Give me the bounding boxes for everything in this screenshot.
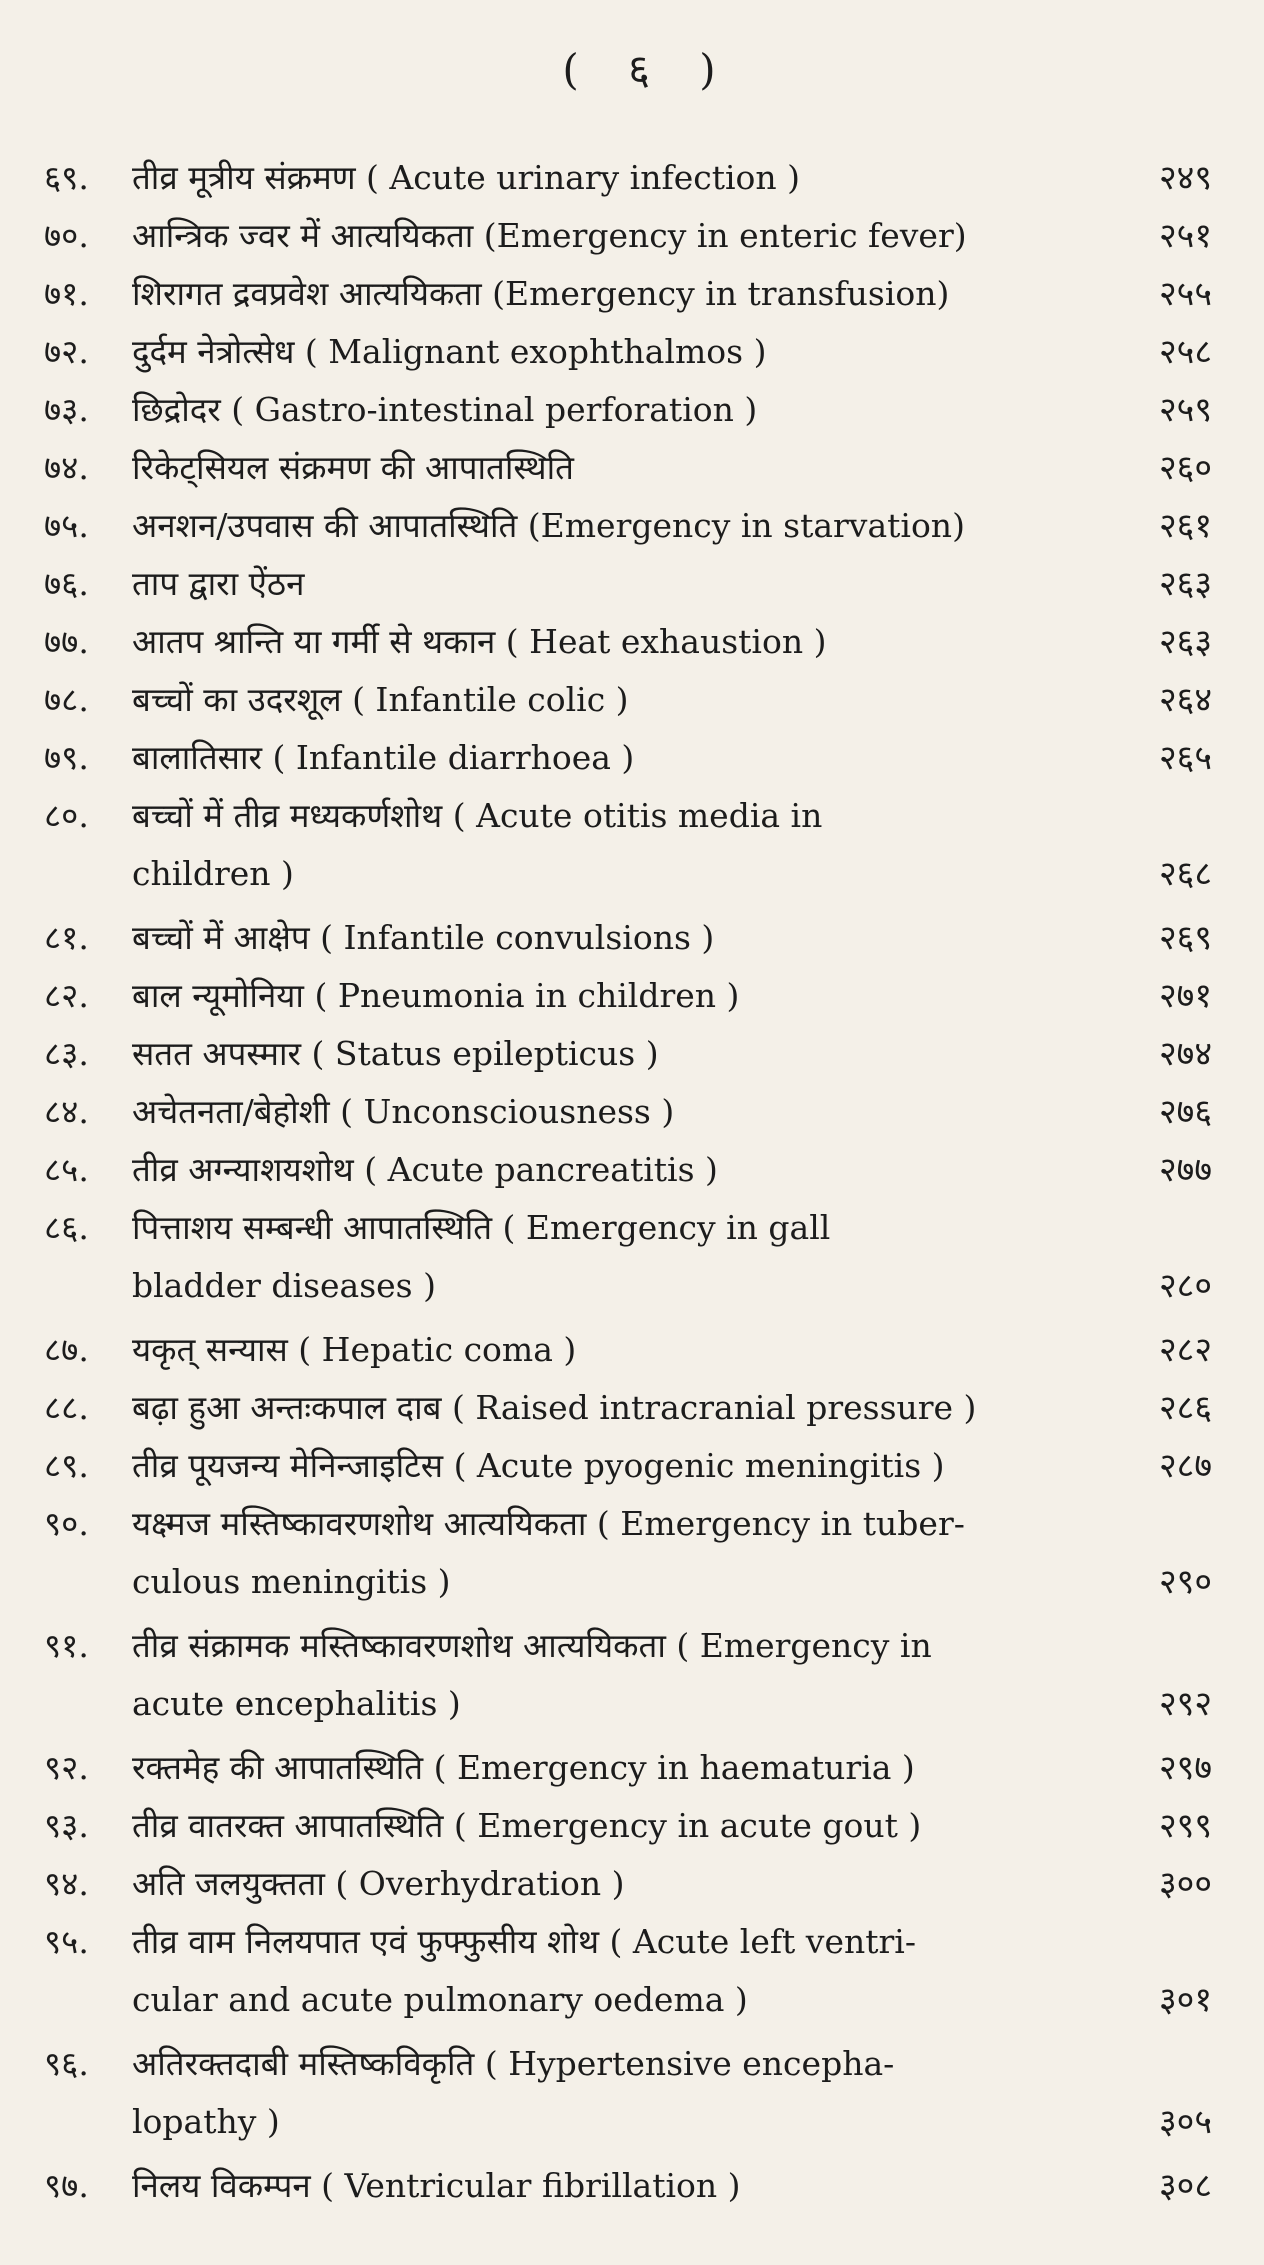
entry-page-number: २७१ [1158,976,1212,1016]
entry-page-number: २७७ [1158,1150,1212,1190]
toc-entry [44,1797,1212,1855]
toc-entry [44,323,1212,381]
entry-page-number: २६४ [1158,680,1212,720]
entry-page-number: २५५ [1158,274,1212,314]
entry-number: ७६. [44,564,89,603]
toc-entry [44,1913,1212,2029]
entry-number: ७३. [44,390,89,429]
entry-page-number: २६३ [1158,564,1212,604]
entry-number: ७४. [44,448,89,487]
entry-number: ८०. [44,796,89,835]
toc-entry [44,729,1212,787]
entry-page-number: २९२ [1158,1684,1212,1724]
toc-entry [44,671,1212,729]
entry-title: अनशन/उपवास की आपातस्थिति (Emergency in starvation) [132,506,965,545]
toc-entry [44,1379,1212,1437]
entry-number: ७७. [44,622,89,661]
entry-page-number: २७४ [1158,1034,1212,1074]
entry-title: रक्तमेह की आपातस्थिति ( Emergency in haematuria ) [132,1748,915,1787]
entry-page-number: ३०० [1158,1864,1212,1904]
entry-page-number: २५९ [1158,390,1212,430]
entry-number: ७२. [44,332,89,371]
entry-title: यकृत् सन्यास ( Hepatic coma ) [132,1330,577,1369]
toc-entry [44,1321,1212,1379]
entry-page-number: २८६ [1158,1388,1212,1428]
toc-entry [44,787,1212,903]
entry-number: ९३. [44,1806,89,1845]
toc-entry [44,265,1212,323]
entry-title-continuation: acute encephalitis ) [132,1684,461,1723]
entry-title-continuation: culous meningitis ) [132,1562,451,1601]
entry-number: ७९. [44,738,89,777]
entry-page-number: ३०१ [1158,1980,1212,2020]
entry-page-number: २९० [1158,1562,1212,1602]
entry-title: बाल न्यूमोनिया ( Pneumonia in children ) [132,976,740,1015]
entry-title: दुर्दम नेत्रोत्सेध ( Malignant exophthalmos ) [132,332,767,371]
toc-entry [44,1199,1212,1315]
entry-title: रिकेट्सियल संक्रमण की आपातस्थिति [132,448,574,487]
entry-title-continuation: lopathy ) [132,2102,280,2141]
entry-number: ९६. [44,2044,89,2083]
entry-number: ८७. [44,1330,89,1369]
entry-title: बालातिसार ( Infantile diarrhoea ) [132,738,635,777]
page-number: ( ६ ) [562,45,734,94]
entry-page-number: २८२ [1158,1330,1212,1370]
entry-number: ७५. [44,506,89,545]
entry-number: ८५. [44,1150,89,1189]
entry-page-number: २५८ [1158,332,1212,372]
entry-title: तीव्र अग्न्याशयशोथ ( Acute pancreatitis ) [132,1150,718,1189]
entry-number: ७८. [44,680,89,719]
entry-page-number: २६३ [1158,622,1212,662]
toc-entry [44,439,1212,497]
entry-title: अतिरक्तदाबी मस्तिष्कविकृति ( Hypertensive encepha- [132,2044,895,2083]
entry-number: ९१. [44,1626,89,1665]
toc-entry [44,497,1212,555]
entry-title: निलय विकम्पन ( Ventricular fibrillation ) [132,2166,741,2205]
table-of-contents [44,149,1212,2215]
entry-page-number: २८० [1158,1266,1212,1306]
entry-page-number: २९७ [1158,1748,1212,1788]
toc-entry [44,1437,1212,1495]
entry-page-number: २६९ [1158,918,1212,958]
entry-title: यक्ष्मज मस्तिष्कावरणशोथ आत्ययिकता ( Emergency in tuber- [132,1504,965,1543]
entry-number: ९७. [44,2166,89,2205]
entry-number: ९०. [44,1504,89,1543]
entry-title-continuation: bladder diseases ) [132,1266,436,1305]
entry-number: ६९. [44,158,89,197]
entry-title-continuation: children ) [132,854,294,893]
entry-page-number: २८७ [1158,1446,1212,1486]
entry-number: ८९. [44,1446,89,1485]
toc-entry [44,613,1212,671]
entry-title: छिद्रोदर ( Gastro-intestinal perforation ) [132,390,758,429]
entry-title: तीव्र मूत्रीय संक्रमण ( Acute urinary infection ) [132,158,801,197]
entry-title: बच्चों का उदरशूल ( Infantile colic ) [132,680,629,719]
entry-number: ८२. [44,976,89,1015]
entry-page-number: २६५ [1158,738,1212,778]
toc-entry [44,381,1212,439]
toc-entry [44,207,1212,265]
entry-page-number: ३०८ [1158,2166,1212,2206]
entry-page-number: २६१ [1158,506,1212,546]
entry-number: ८३. [44,1034,89,1073]
entry-page-number: २५१ [1158,216,1212,256]
entry-number: ७१. [44,274,89,313]
toc-entry [44,2157,1212,2215]
toc-entry [44,1141,1212,1199]
entry-number: ९२. [44,1748,89,1787]
entry-number: ९४. [44,1864,89,1903]
entry-number: ७०. [44,216,89,255]
entry-page-number: २६८ [1158,854,1212,894]
entry-title: अचेतनता/बेहोशी ( Unconsciousness ) [132,1092,675,1131]
toc-entry [44,1617,1212,1733]
entry-number: ८४. [44,1092,89,1131]
entry-title: शिरागत द्रवप्रवेश आत्ययिकता (Emergency in transfusion) [132,274,950,313]
entry-title: तीव्र वातरक्त आपातस्थिति ( Emergency in acute gout ) [132,1806,922,1845]
entry-title: पित्ताशय सम्बन्धी आपातस्थिति ( Emergency in gall [132,1208,831,1247]
toc-entry [44,1855,1212,1913]
toc-entry [44,149,1212,207]
entry-number: ८६. [44,1208,89,1247]
entry-title: तीव्र पूयजन्य मेनिन्जाइटिस ( Acute pyogenic meningitis ) [132,1446,945,1485]
entry-title: सतत अपस्मार ( Status epilepticus ) [132,1034,659,1073]
toc-entry [44,1495,1212,1611]
entry-page-number: २६० [1158,448,1212,488]
entry-page-number: २७६ [1158,1092,1212,1132]
entry-title: तीव्र वाम निलयपात एवं फुफ्फुसीय शोथ ( Acute left ventri- [132,1922,916,1961]
toc-entry [44,1083,1212,1141]
entry-title-continuation: cular and acute pulmonary oedema ) [132,1980,748,2019]
toc-entry [44,2035,1212,2151]
entry-title: आतप श्रान्ति या गर्मी से थकान ( Heat exhaustion ) [132,622,827,661]
entry-title: अति जलयुक्तता ( Overhydration ) [132,1864,625,1903]
toc-entry [44,909,1212,967]
toc-entry [44,1025,1212,1083]
toc-entry [44,1739,1212,1797]
toc-entry [44,967,1212,1025]
entry-title: तीव्र संक्रामक मस्तिष्कावरणशोथ आत्ययिकता ( Emergency in [132,1626,932,1665]
entry-number: ८८. [44,1388,89,1427]
entry-page-number: ३०५ [1158,2102,1212,2142]
entry-title: बच्चों में आक्षेप ( Infantile convulsions ) [132,918,715,957]
entry-title: बढ़ा हुआ अन्तःकपाल दाब ( Raised intracranial pressure ) [132,1388,977,1427]
entry-number: ९५. [44,1922,89,1961]
entry-title: ताप द्वारा ऐंठन [132,564,305,603]
entry-page-number: २९९ [1158,1806,1212,1846]
entry-title: बच्चों में तीव्र मध्यकर्णशोथ ( Acute otitis media in [132,796,823,835]
toc-entry [44,555,1212,613]
entry-number: ८१. [44,918,89,957]
entry-page-number: २४९ [1158,158,1212,198]
entry-title: आन्त्रिक ज्वर में आत्ययिकता (Emergency in enteric fever) [132,216,967,255]
